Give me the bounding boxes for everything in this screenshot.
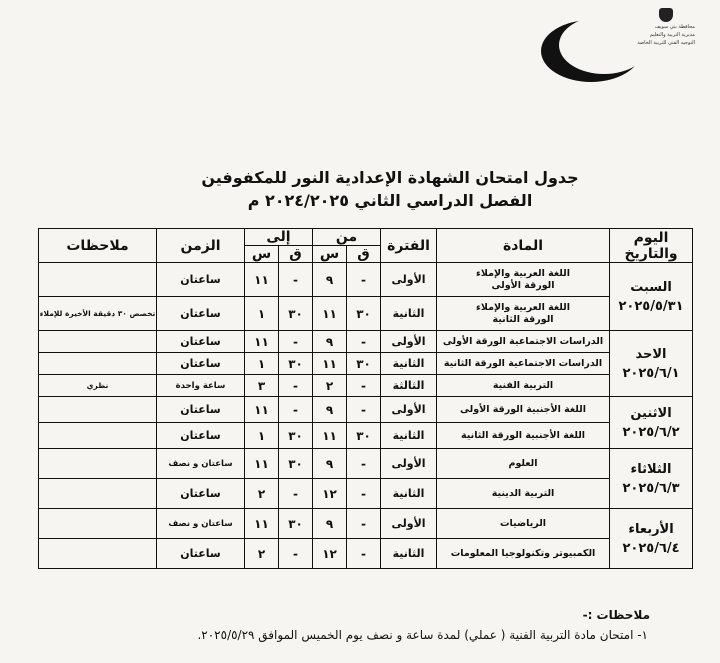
from-minutes-cell: - xyxy=(347,397,381,423)
subject-line-1: التربية الدينية xyxy=(491,487,555,499)
from-hour-cell: ١١ xyxy=(313,353,347,375)
subject-cell xyxy=(437,479,610,509)
to-minutes-cell: - xyxy=(279,539,313,569)
from-minutes-cell: ٣٠ xyxy=(347,297,381,331)
exam-date: ٢٠٢٥/٥/٣١ xyxy=(618,298,684,314)
duration-cell: ساعتان xyxy=(157,297,245,331)
exam-schedule-table xyxy=(38,228,693,569)
subject-line-1: العلوم xyxy=(508,457,538,469)
day-date-cell xyxy=(610,509,693,569)
from-hour-cell: ١١ xyxy=(313,297,347,331)
duration-cell: ساعتان xyxy=(157,539,245,569)
to-minutes-cell: - xyxy=(279,263,313,297)
to-hour-cell: ١١ xyxy=(245,449,279,479)
to-hour-cell: ١ xyxy=(245,423,279,449)
subject-cell xyxy=(437,331,610,353)
period-cell: الثانية xyxy=(381,423,437,449)
table-row xyxy=(39,449,693,479)
subject-cell xyxy=(437,375,610,397)
period-cell: الأولى xyxy=(381,263,437,297)
to-hour-cell: ٢ xyxy=(245,539,279,569)
subject-cell xyxy=(437,297,610,331)
table-row xyxy=(39,353,693,375)
from-minutes-cell: - xyxy=(347,479,381,509)
to-hour-cell: ١١ xyxy=(245,263,279,297)
from-minutes-cell: - xyxy=(347,331,381,353)
header-subject: المادة xyxy=(437,229,610,263)
subject-line-1: اللغة الأجنبية الورقة الأولى xyxy=(460,403,586,415)
notes-line-1: ١- امتحان مادة التربية الفنية ( عملي) لمدة ساعة و نصف يوم الخميس الموافق ٢٠٢٥/٥/٢٩. xyxy=(197,628,648,642)
to-hour-cell: ١١ xyxy=(245,331,279,353)
table-row xyxy=(39,375,693,397)
duration-cell: ساعتان xyxy=(157,331,245,353)
subject-cell xyxy=(437,397,610,423)
from-minutes-cell: - xyxy=(347,539,381,569)
from-hour-cell: ١١ xyxy=(313,423,347,449)
header-from: من xyxy=(313,229,381,246)
period-cell: الثالثة xyxy=(381,375,437,397)
subject-cell xyxy=(437,539,610,569)
table-row xyxy=(39,539,693,569)
day-name: الاحد xyxy=(635,346,667,362)
duration-cell: ساعتان و نصف xyxy=(157,449,245,479)
day-name: الأربعاء xyxy=(628,521,674,537)
to-minutes-cell: - xyxy=(279,375,313,397)
to-minutes-cell: - xyxy=(279,479,313,509)
exam-date: ٢٠٢٥/٦/٣ xyxy=(622,480,680,496)
exam-date: ٢٠٢٥/٦/٢ xyxy=(622,424,680,440)
duration-cell: ساعتان xyxy=(157,479,245,509)
period-cell: الثانية xyxy=(381,353,437,375)
remark-cell: تخصص ٣٠ دقيقة الأخيرة للإملاء xyxy=(39,297,157,331)
day-name: الثلاثاء xyxy=(630,461,672,477)
table-row xyxy=(39,297,693,331)
logo-line-2: مديرية التربية والتعليم xyxy=(649,32,695,38)
remark-cell xyxy=(39,509,157,539)
period-cell: الثانية xyxy=(381,539,437,569)
table-row xyxy=(39,263,693,297)
subject-line-1: الدراسات الاجتماعية الورقة الأولى xyxy=(442,335,604,347)
remark-cell xyxy=(39,449,157,479)
from-hour-cell: ١٢ xyxy=(313,479,347,509)
to-minutes-cell: ٣٠ xyxy=(279,353,313,375)
from-minutes-cell: - xyxy=(347,509,381,539)
header-to-s: س xyxy=(245,246,279,263)
table-row xyxy=(39,479,693,509)
header-period: الفترة xyxy=(381,229,437,263)
subject-line-2: الورقة الثانية xyxy=(492,313,554,325)
table-row xyxy=(39,331,693,353)
remark-cell xyxy=(39,397,157,423)
from-hour-cell: ٩ xyxy=(313,509,347,539)
day-date-cell xyxy=(610,449,693,509)
from-minutes-cell: ٣٠ xyxy=(347,353,381,375)
header-to: إلى xyxy=(245,229,313,246)
day-name: السبت xyxy=(630,279,672,295)
to-minutes-cell: ٣٠ xyxy=(279,509,313,539)
from-minutes-cell: - xyxy=(347,375,381,397)
header-duration: الزمن xyxy=(157,229,245,263)
period-cell: الأولى xyxy=(381,509,437,539)
from-hour-cell: ١٢ xyxy=(313,539,347,569)
period-cell: الثانية xyxy=(381,297,437,331)
from-minutes-cell: ٣٠ xyxy=(347,423,381,449)
table-row xyxy=(39,509,693,539)
table-row xyxy=(39,423,693,449)
from-hour-cell: ٩ xyxy=(313,397,347,423)
logo-line-1: محافظة بني سويف xyxy=(654,24,695,30)
period-cell: الثانية xyxy=(381,479,437,509)
remark-cell xyxy=(39,263,157,297)
remark-cell xyxy=(39,331,157,353)
to-minutes-cell: ٣٠ xyxy=(279,449,313,479)
duration-cell: ساعتان xyxy=(157,397,245,423)
header-to-q: ق xyxy=(279,246,313,263)
header-from-q: ق xyxy=(347,246,381,263)
period-cell: الأولى xyxy=(381,397,437,423)
subject-cell xyxy=(437,509,610,539)
exam-date: ٢٠٢٥/٦/٤ xyxy=(622,540,680,556)
subject-cell xyxy=(437,423,610,449)
day-date-cell xyxy=(610,263,693,331)
period-cell: الأولى xyxy=(381,331,437,353)
logo xyxy=(535,6,695,86)
duration-cell: ساعتان و نصف xyxy=(157,509,245,539)
subject-line-2: الورقة الأولى xyxy=(491,279,555,291)
day-date-cell xyxy=(610,331,693,397)
day-name: الاثنين xyxy=(630,405,672,421)
to-hour-cell: ١١ xyxy=(245,509,279,539)
remark-cell: نظري xyxy=(39,375,157,397)
header-from-s: س xyxy=(313,246,347,263)
logo-line-3: التوجيه الفني للتربية الخاصة xyxy=(637,40,695,46)
duration-cell: ساعتان xyxy=(157,423,245,449)
table-row xyxy=(39,397,693,423)
subject-line-1: اللغة العربية والإملاء xyxy=(476,301,570,313)
subject-line-1: اللغة العربية والإملاء xyxy=(476,267,570,279)
remark-cell xyxy=(39,479,157,509)
subject-line-1: الكمبيوتر وتكنولوجيا المعلومات xyxy=(450,547,596,559)
page-title: جدول امتحان الشهادة الإعدادية النور للمكفوفين xyxy=(201,168,579,187)
subject-line-1: الدراسات الاجتماعية الورقة الثانية xyxy=(443,357,603,369)
from-hour-cell: ٩ xyxy=(313,331,347,353)
exam-date: ٢٠٢٥/٦/١ xyxy=(622,365,680,381)
remark-cell xyxy=(39,423,157,449)
subject-line-1: التربية الفنية xyxy=(492,379,554,391)
titles xyxy=(0,168,720,210)
to-hour-cell: ٢ xyxy=(245,479,279,509)
to-hour-cell: ١ xyxy=(245,353,279,375)
to-minutes-cell: - xyxy=(279,397,313,423)
duration-cell: ساعتان xyxy=(157,353,245,375)
subject-cell xyxy=(437,263,610,297)
day-date-cell xyxy=(610,397,693,449)
subject-cell xyxy=(437,353,610,375)
to-minutes-cell: ٣٠ xyxy=(279,297,313,331)
period-cell: الأولى xyxy=(381,449,437,479)
duration-cell: ساعتان xyxy=(157,263,245,297)
to-minutes-cell: ٣٠ xyxy=(279,423,313,449)
subject-line-1: اللغة الأجنبية الورقة الثانية xyxy=(461,429,586,441)
to-minutes-cell: - xyxy=(279,331,313,353)
header-remarks: ملاحظات xyxy=(39,229,157,263)
notes-title: ملاحظات :- xyxy=(582,608,650,622)
header-day-date: اليوم والتاريخ xyxy=(610,229,693,263)
remark-cell xyxy=(39,353,157,375)
from-hour-cell: ٩ xyxy=(313,263,347,297)
eagle-emblem-icon xyxy=(659,8,673,22)
to-hour-cell: ٣ xyxy=(245,375,279,397)
to-hour-cell: ١ xyxy=(245,297,279,331)
remark-cell xyxy=(39,539,157,569)
subject-line-1: الرياضيات xyxy=(499,517,547,529)
to-hour-cell: ١١ xyxy=(245,397,279,423)
from-hour-cell: ٩ xyxy=(313,449,347,479)
from-minutes-cell: - xyxy=(347,263,381,297)
page-subtitle: الفصل الدراسي الثاني ٢٠٢٤/٢٠٢٥ م xyxy=(247,191,533,210)
subject-cell xyxy=(437,449,610,479)
from-hour-cell: ٢ xyxy=(313,375,347,397)
duration-cell: ساعة واحدة xyxy=(157,375,245,397)
from-minutes-cell: - xyxy=(347,449,381,479)
